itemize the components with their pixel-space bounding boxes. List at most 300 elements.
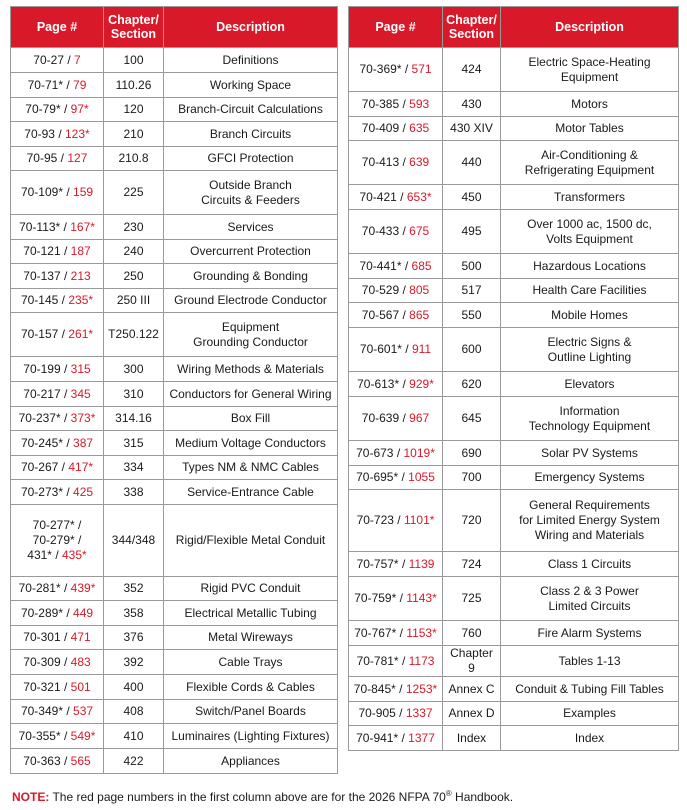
print-page: 70-433 <box>361 224 400 238</box>
page-number-cell <box>349 48 443 92</box>
description-cell: Class 1 Circuits <box>501 552 679 577</box>
print-page: 70-27 <box>33 52 64 67</box>
chapter-section-cell: 430 <box>443 92 501 117</box>
print-page: 70-109* <box>20 185 63 199</box>
table-row <box>349 646 679 677</box>
table-row <box>11 700 338 724</box>
table-row <box>349 117 679 141</box>
handbook-page: 123* <box>65 126 90 141</box>
page-separator: / <box>58 327 69 341</box>
page-separator: / <box>396 625 407 640</box>
print-page: 70-673 <box>356 445 394 460</box>
page-number-cell <box>349 397 443 441</box>
print-page: 70-279* / <box>32 533 82 547</box>
print-page: 70-567 <box>361 307 400 322</box>
handbook-page: 1337 <box>405 706 433 720</box>
table-row <box>349 490 679 552</box>
table-row <box>11 147 338 171</box>
page-separator: / <box>396 591 407 605</box>
page-separator: / <box>396 189 407 204</box>
print-page: 70-113* <box>19 219 61 234</box>
page-number-cell <box>349 577 443 621</box>
chapter-section-cell: 314.16 <box>104 407 164 431</box>
print-page: 70-137 <box>23 268 61 283</box>
handbook-page: 685 <box>411 258 432 273</box>
print-page: 70-409 <box>361 121 400 135</box>
page-separator: / <box>60 630 71 644</box>
description-cell: Flexible Cords & Cables <box>164 675 338 700</box>
page-number-cell <box>11 171 104 215</box>
print-page: 70-639 <box>361 411 400 425</box>
table-row <box>11 264 338 289</box>
handbook-page: 345 <box>70 386 91 401</box>
handbook-page: 1377 <box>408 730 435 745</box>
page-separator: / <box>60 753 71 768</box>
page-separator: / <box>398 653 409 668</box>
print-page: 70-421 <box>359 189 397 204</box>
page-number-cell <box>349 621 443 646</box>
page-number-cell <box>349 328 443 372</box>
table-row <box>11 215 338 240</box>
print-page: 70-199 <box>23 361 61 376</box>
print-page: 70-321 <box>23 679 61 694</box>
chapter-section-cell: 645 <box>443 397 501 441</box>
print-page: 70-529 <box>361 283 400 297</box>
page-number-cell <box>349 92 443 117</box>
page-separator: / <box>63 77 74 92</box>
handbook-page: 387 <box>73 435 94 450</box>
chapter-section-cell: 240 <box>104 240 164 264</box>
page-separator: / <box>58 293 69 307</box>
page-number-cell <box>11 407 104 431</box>
print-page: 70-385 <box>361 96 400 111</box>
handbook-page: 417* <box>68 460 94 474</box>
print-page: 70-145 <box>20 293 59 307</box>
table-row <box>11 122 338 147</box>
table-row <box>11 171 338 215</box>
print-page: 70-245* <box>20 435 63 450</box>
print-page: 70-289* <box>20 605 63 620</box>
print-page: 70-845* <box>353 681 396 696</box>
print-page: 70-157 <box>20 327 59 341</box>
handbook-page: 911 <box>411 342 432 356</box>
page-number-cell <box>11 724 104 749</box>
print-page: 70-695* <box>356 470 399 484</box>
description-header: Description <box>164 7 338 48</box>
chapter-section-cell: 430 XIV <box>443 117 501 141</box>
description-cell: Tables 1-13 <box>501 646 679 677</box>
page-number-cell <box>349 254 443 279</box>
description-cell: Outside Branch Circuits & Feeders <box>164 171 338 215</box>
table-row <box>11 407 338 431</box>
chapter-header: Chapter/ Section <box>443 7 501 48</box>
registered-mark: ® <box>445 789 452 798</box>
description-cell: Elevators <box>501 372 679 397</box>
description-cell: Metal Wireways <box>164 626 338 650</box>
note-end: Handbook. <box>451 790 514 804</box>
description-cell: Air-Conditioning & Refrigerating Equipment <box>501 141 679 185</box>
description-cell: Mobile Homes <box>501 303 679 328</box>
handbook-page: 315 <box>70 361 91 376</box>
table-row <box>11 357 338 382</box>
chapter-section-cell: 376 <box>104 626 164 650</box>
description-cell: Branch-Circuit Calculations <box>164 98 338 122</box>
description-cell: Electric Space-Heating Equipment <box>501 48 679 92</box>
handbook-page: 471 <box>70 630 91 644</box>
handbook-page: 373* <box>70 411 96 425</box>
page-number-cell <box>349 702 443 726</box>
print-page: 70-71* <box>27 77 63 92</box>
page-separator: / <box>398 556 409 571</box>
chapter-section-cell: 424 <box>443 48 501 92</box>
table-row <box>349 210 679 254</box>
chapter-section-cell: 338 <box>104 480 164 505</box>
print-page: 70-281* <box>18 581 61 595</box>
page-separator: / <box>399 283 410 297</box>
print-page: 70-237* <box>18 411 61 425</box>
chapter-section-cell: 100 <box>104 48 164 73</box>
description-cell: Electric Signs & Outline Lighting <box>501 328 679 372</box>
description-cell: Class 2 & 3 Power Limited Circuits <box>501 577 679 621</box>
description-cell: Definitions <box>164 48 338 73</box>
description-cell: Grounding & Bonding <box>164 264 338 289</box>
chapter-section-cell: Annex C <box>443 677 501 702</box>
table-row <box>349 254 679 279</box>
chapter-section-cell: 724 <box>443 552 501 577</box>
page-number-cell <box>11 675 104 700</box>
print-page: 70-79* <box>25 102 61 116</box>
table-row <box>349 185 679 210</box>
page-separator: / <box>399 224 410 238</box>
page-number-cell <box>349 372 443 397</box>
table-row <box>349 702 679 726</box>
page-number-cell <box>11 480 104 505</box>
table-row <box>11 724 338 749</box>
handbook-page: 439* <box>70 581 96 595</box>
chapter-section-cell: 760 <box>443 621 501 646</box>
page-number-cell <box>11 650 104 675</box>
handbook-page: 865 <box>409 307 430 322</box>
chapter-section-cell: 408 <box>104 700 164 724</box>
description-cell: Service-Entrance Cable <box>164 480 338 505</box>
handbook-page: 435* <box>62 548 87 562</box>
handbook-page: 675 <box>409 224 430 238</box>
page-number-cell <box>349 141 443 185</box>
chapter-section-cell: 400 <box>104 675 164 700</box>
page-separator: / <box>399 155 410 169</box>
print-page: 70-217 <box>23 386 61 401</box>
page-number-cell <box>349 677 443 702</box>
page-separator: / <box>401 258 412 273</box>
description-cell: Health Care Facilities <box>501 279 679 303</box>
page-separator: / <box>63 435 74 450</box>
page-number-cell <box>11 577 104 601</box>
page-separator: / <box>393 513 404 527</box>
description-cell: Hazardous Locations <box>501 254 679 279</box>
description-cell: Appliances <box>164 749 338 774</box>
page-separator: / <box>399 307 410 322</box>
description-cell: Transformers <box>501 185 679 210</box>
page-number-cell <box>349 279 443 303</box>
chapter-section-cell: 600 <box>443 328 501 372</box>
table-row <box>11 382 338 407</box>
page-number-cell <box>349 726 443 751</box>
chapter-section-cell: 690 <box>443 441 501 466</box>
page-header: Page # <box>11 7 104 48</box>
page-separator: / <box>399 121 410 135</box>
page-separator: / <box>399 376 410 391</box>
description-cell: Over 1000 ac, 1500 dc, Volts Equipment <box>501 210 679 254</box>
handbook-page: 1055 <box>408 470 435 484</box>
page-separator: / <box>395 681 406 696</box>
chapter-section-cell: 230 <box>104 215 164 240</box>
handbook-page: 449 <box>73 605 94 620</box>
handbook-page: 653* <box>406 189 432 204</box>
chapter-section-cell: 250 III <box>104 289 164 313</box>
page-number-cell <box>349 117 443 141</box>
page-separator: / <box>60 268 71 283</box>
chapter-section-cell: 358 <box>104 601 164 626</box>
print-page: 70-369* <box>359 62 402 76</box>
handbook-page: 127 <box>67 151 88 165</box>
chapter-section-cell: 250 <box>104 264 164 289</box>
chapter-section-cell: 500 <box>443 254 501 279</box>
print-page: 70-759* <box>354 591 397 605</box>
print-page: 70-767* <box>354 625 397 640</box>
page-separator: / <box>395 706 406 720</box>
page-number-line <box>14 533 100 548</box>
handbook-page: 79 <box>73 77 87 92</box>
chapter-section-cell: 725 <box>443 577 501 621</box>
print-page: 70-601* <box>359 342 402 356</box>
handbook-page: 1173 <box>408 653 435 668</box>
handbook-page: 97* <box>70 102 89 116</box>
print-page: 70-757* <box>356 556 399 571</box>
handbook-page: 1139 <box>408 556 435 571</box>
description-cell: Index <box>501 726 679 751</box>
description-cell: Switch/Panel Boards <box>164 700 338 724</box>
print-page: 70-95 <box>26 151 58 165</box>
chapter-section-cell: 300 <box>104 357 164 382</box>
page-separator: / <box>57 151 68 165</box>
handbook-page: 213 <box>70 268 91 283</box>
description-header: Description <box>501 7 679 48</box>
handbook-page: 483 <box>70 654 91 669</box>
handbook-page: 167* <box>70 219 95 234</box>
handbook-page: 1253* <box>405 681 438 696</box>
handbook-page: 565 <box>70 753 91 768</box>
note-label: NOTE: <box>12 790 50 804</box>
chapter-section-cell: 120 <box>104 98 164 122</box>
page-number-cell <box>11 147 104 171</box>
handbook-page: 7 <box>74 52 81 67</box>
page-separator: / <box>60 728 71 743</box>
handbook-page: 967 <box>409 411 430 425</box>
table-row <box>349 303 679 328</box>
description-cell: Solar PV Systems <box>501 441 679 466</box>
chapter-section-cell: 700 <box>443 466 501 490</box>
description-cell: Information Technology Equipment <box>501 397 679 441</box>
description-cell: Medium Voltage Conductors <box>164 431 338 456</box>
chapter-section-cell: Chapter 9 <box>443 646 501 677</box>
table-row <box>349 577 679 621</box>
chapter-section-cell: 422 <box>104 749 164 774</box>
chapter-section-cell: 310 <box>104 382 164 407</box>
print-page: 70-93 <box>24 126 55 141</box>
page-number-cell <box>11 382 104 407</box>
page-separator: / <box>63 484 74 499</box>
header-row <box>11 7 338 48</box>
page-separator: / <box>60 361 71 376</box>
page-separator: / <box>393 445 404 460</box>
page-separator: / <box>63 605 74 620</box>
page-separator: / <box>60 102 71 116</box>
chapter-section-cell: 550 <box>443 303 501 328</box>
description-cell: Ground Electrode Conductor <box>164 289 338 313</box>
page-separator: / <box>399 411 410 425</box>
chapter-section-cell: 392 <box>104 650 164 675</box>
right-table-body <box>349 48 679 751</box>
description-cell: Motor Tables <box>501 117 679 141</box>
print-page: 70-349* <box>20 704 63 718</box>
page-number-cell <box>11 264 104 289</box>
page-number-cell <box>349 303 443 328</box>
table-row <box>11 456 338 480</box>
page-number-cell <box>349 490 443 552</box>
note-text: The red page numbers in the first column above are for the 2026 NFPA 70 <box>49 790 446 804</box>
table-row <box>11 48 338 73</box>
header-row <box>349 7 679 48</box>
handbook-page: 501 <box>70 679 91 694</box>
handbook-page: 261* <box>68 327 94 341</box>
page-number-cell <box>349 210 443 254</box>
table-row <box>11 675 338 700</box>
print-page: 70-121 <box>23 244 61 258</box>
page-separator: / <box>60 679 71 694</box>
print-page: 70-273* <box>20 484 63 499</box>
table-row <box>349 48 679 92</box>
page-number-cell <box>11 505 104 577</box>
page-number-cell <box>11 313 104 357</box>
chapter-section-cell: 110.26 <box>104 73 164 98</box>
handbook-page: 805 <box>409 283 430 297</box>
table-row <box>11 431 338 456</box>
page-separator: / <box>60 386 71 401</box>
table-row <box>349 141 679 185</box>
description-cell: Emergency Systems <box>501 466 679 490</box>
table-row <box>349 372 679 397</box>
page-separator: / <box>51 548 62 562</box>
print-page: 70-363 <box>23 753 61 768</box>
page-number-cell <box>11 700 104 724</box>
table-row <box>349 552 679 577</box>
chapter-section-cell: 620 <box>443 372 501 397</box>
description-cell: Services <box>164 215 338 240</box>
page-separator: / <box>58 460 69 474</box>
table-row <box>11 480 338 505</box>
chapter-section-cell: 352 <box>104 577 164 601</box>
handbook-page: 1143* <box>406 591 437 605</box>
page-number-cell <box>349 552 443 577</box>
description-cell: GFCI Protection <box>164 147 338 171</box>
description-cell: Luminaires (Lighting Fixtures) <box>164 724 338 749</box>
print-page: 70-301 <box>23 630 61 644</box>
table-row <box>11 650 338 675</box>
handbook-page: 159 <box>73 185 94 199</box>
handbook-page: 549* <box>70 728 96 743</box>
chapter-section-cell: 517 <box>443 279 501 303</box>
page-number-line <box>14 548 100 563</box>
print-page: 70-413 <box>361 155 400 169</box>
chapter-section-cell: 344/348 <box>104 505 164 577</box>
page-number-cell <box>11 289 104 313</box>
page-number-cell <box>11 626 104 650</box>
handbook-page: 635 <box>409 121 430 135</box>
table-row <box>349 328 679 372</box>
page-number-cell <box>11 215 104 240</box>
handbook-page: 1153* <box>406 625 437 640</box>
page-separator: / <box>60 581 71 595</box>
print-page: 70-781* <box>356 653 399 668</box>
page-separator: / <box>399 96 410 111</box>
handbook-page: 235* <box>68 293 94 307</box>
page-separator: / <box>60 219 71 234</box>
print-page: 70-267 <box>20 460 59 474</box>
chapter-section-cell: Annex D <box>443 702 501 726</box>
description-cell: Branch Circuits <box>164 122 338 147</box>
page-number-cell <box>349 185 443 210</box>
print-page: 431* <box>27 548 52 562</box>
handbook-page: 187 <box>70 244 91 258</box>
table-row <box>11 505 338 577</box>
print-page: 70-905 <box>358 706 396 720</box>
table-row <box>349 397 679 441</box>
print-page: 70-441* <box>359 258 402 273</box>
table-row <box>349 92 679 117</box>
description-cell: Overcurrent Protection <box>164 240 338 264</box>
page-number-cell <box>11 98 104 122</box>
chapter-section-cell: 210.8 <box>104 147 164 171</box>
handbook-page: 639 <box>409 155 430 169</box>
table-row <box>11 240 338 264</box>
page-number-cell <box>11 122 104 147</box>
page-separator: / <box>60 654 71 669</box>
table-row <box>11 577 338 601</box>
handbook-page: 425 <box>73 484 94 499</box>
table-row <box>349 621 679 646</box>
page-separator: / <box>398 730 409 745</box>
chapter-section-cell: T250.122 <box>104 313 164 357</box>
page-number-cell <box>11 48 104 73</box>
handbook-page: 929* <box>409 376 434 391</box>
page-separator: / <box>63 185 74 199</box>
page-separator: / <box>64 52 75 67</box>
description-cell: Motors <box>501 92 679 117</box>
table-row <box>11 73 338 98</box>
table-row <box>349 279 679 303</box>
page-number-cell <box>349 466 443 490</box>
chapter-section-cell: Index <box>443 726 501 751</box>
chapter-section-cell: 495 <box>443 210 501 254</box>
description-cell: Working Space <box>164 73 338 98</box>
page-separator: / <box>60 244 71 258</box>
handbook-page: 1019* <box>403 445 435 460</box>
description-cell: Rigid/Flexible Metal Conduit <box>164 505 338 577</box>
page-number-cell <box>11 73 104 98</box>
description-cell: Conduit & Tubing Fill Tables <box>501 677 679 702</box>
description-cell: Box Fill <box>164 407 338 431</box>
description-cell: Fire Alarm Systems <box>501 621 679 646</box>
